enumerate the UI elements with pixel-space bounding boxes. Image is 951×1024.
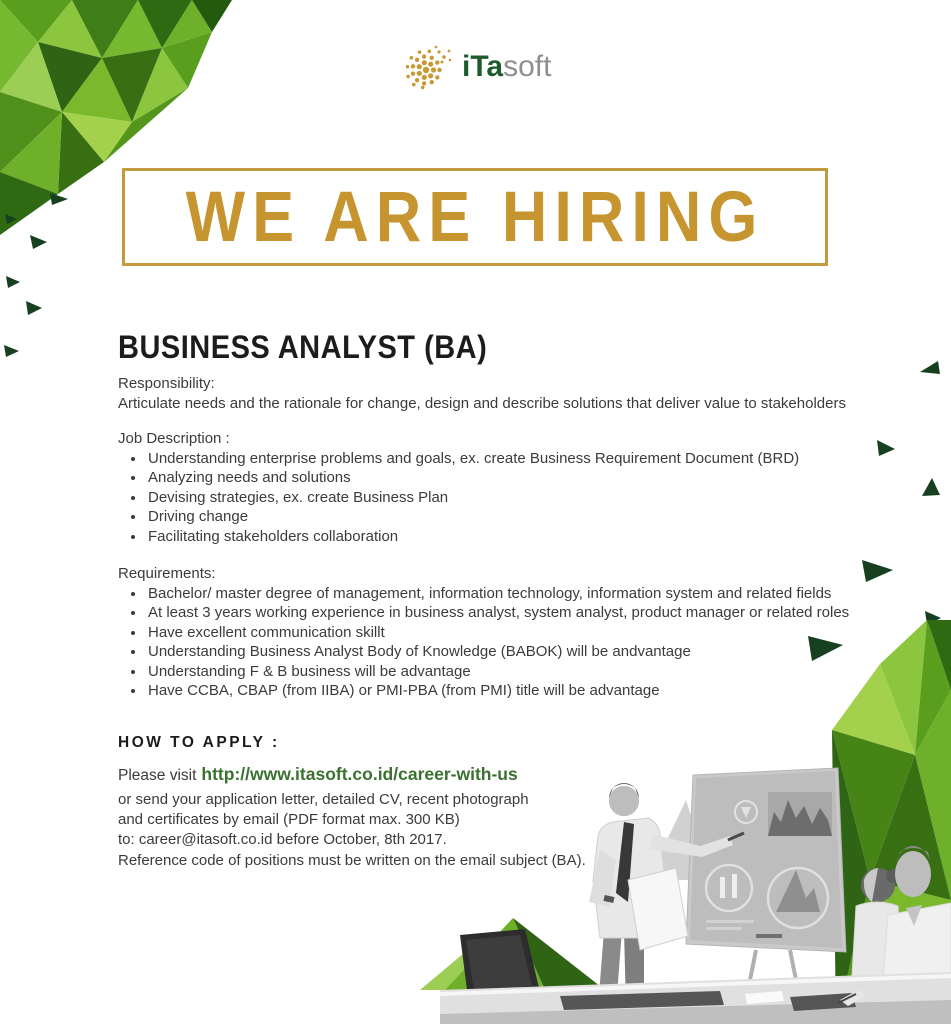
requirements-item: • Understanding F & B business will be advantage: [146, 662, 888, 682]
logo-text-secondary: soft: [503, 50, 552, 83]
job-description-item: • Devising strategies, ex. create Business Plan: [146, 488, 873, 508]
job-description-list: [118, 449, 873, 547]
logo: [406, 44, 551, 90]
job-description-item: • Analyzing needs and solutions: [146, 468, 873, 488]
how-to-apply-heading: HOW TO APPLY :: [118, 734, 280, 751]
apply-instruction-line: or send your application letter, detailed CV, recent photograph: [118, 791, 529, 808]
job-description-item: • Driving change: [146, 507, 873, 527]
photo-flipchart: [686, 768, 846, 952]
logo-mark-icon: [406, 44, 456, 90]
requirements-section: [118, 564, 888, 701]
scatter-triangles-left: [4, 193, 68, 357]
hiring-banner: [122, 168, 828, 266]
logo-wordmark: [462, 50, 551, 84]
hiring-banner-text: WE ARE HIRING: [185, 177, 765, 257]
requirements-item: • Understanding Business Analyst Body of Knowledge (BABOK) will be andvantage: [146, 642, 888, 662]
responsibility-heading: Responsibility:: [118, 375, 215, 392]
job-title: BUSINESS ANALYST (BA): [118, 330, 488, 366]
requirements-item: • Have excellent communication skillt: [146, 623, 888, 643]
apply-instructions: [118, 790, 663, 871]
logo-text-primary: iTa: [462, 50, 504, 83]
career-url-link[interactable]: http://www.itasoft.co.id/career-with-us: [201, 763, 518, 784]
job-description-item: • Facilitating stakeholders collaboration: [146, 527, 873, 547]
requirements-item: • Have CCBA, CBAP (from IIBA) or PMI-PBA (from PMI) title will be advantage: [146, 681, 888, 701]
responsibility-section: [118, 374, 863, 413]
requirements-item: • At least 3 years working experience in business analyst, system analyst, product manager or related roles: [146, 603, 888, 623]
job-description-heading: Job Description :: [118, 430, 230, 447]
apply-instruction-line: to: career@itasoft.co.id before October, 8th 2017.: [118, 831, 447, 849]
visit-prefix: Please visit: [118, 766, 197, 784]
job-description-item: • Understanding enterprise problems and goals, ex. create Business Requirement Document (BRD): [146, 449, 873, 469]
responsibility-text: Articulate needs and the rationale for change, design and describe solutions that deliver value to stakeholders: [118, 394, 846, 412]
apply-instruction-line: and certificates by email (PDF format max. 300 KB): [118, 811, 460, 829]
requirements-heading: Requirements:: [118, 565, 216, 582]
apply-instruction-line: Reference code of positions must be written on the email subject (BA).: [118, 851, 586, 869]
requirements-list: [118, 584, 888, 701]
job-description-section: [118, 429, 873, 546]
requirements-item: • Bachelor/ master degree of management, information technology, information system and related fields: [146, 584, 888, 604]
how-to-apply-section: [118, 733, 663, 871]
visit-line: [118, 765, 663, 786]
